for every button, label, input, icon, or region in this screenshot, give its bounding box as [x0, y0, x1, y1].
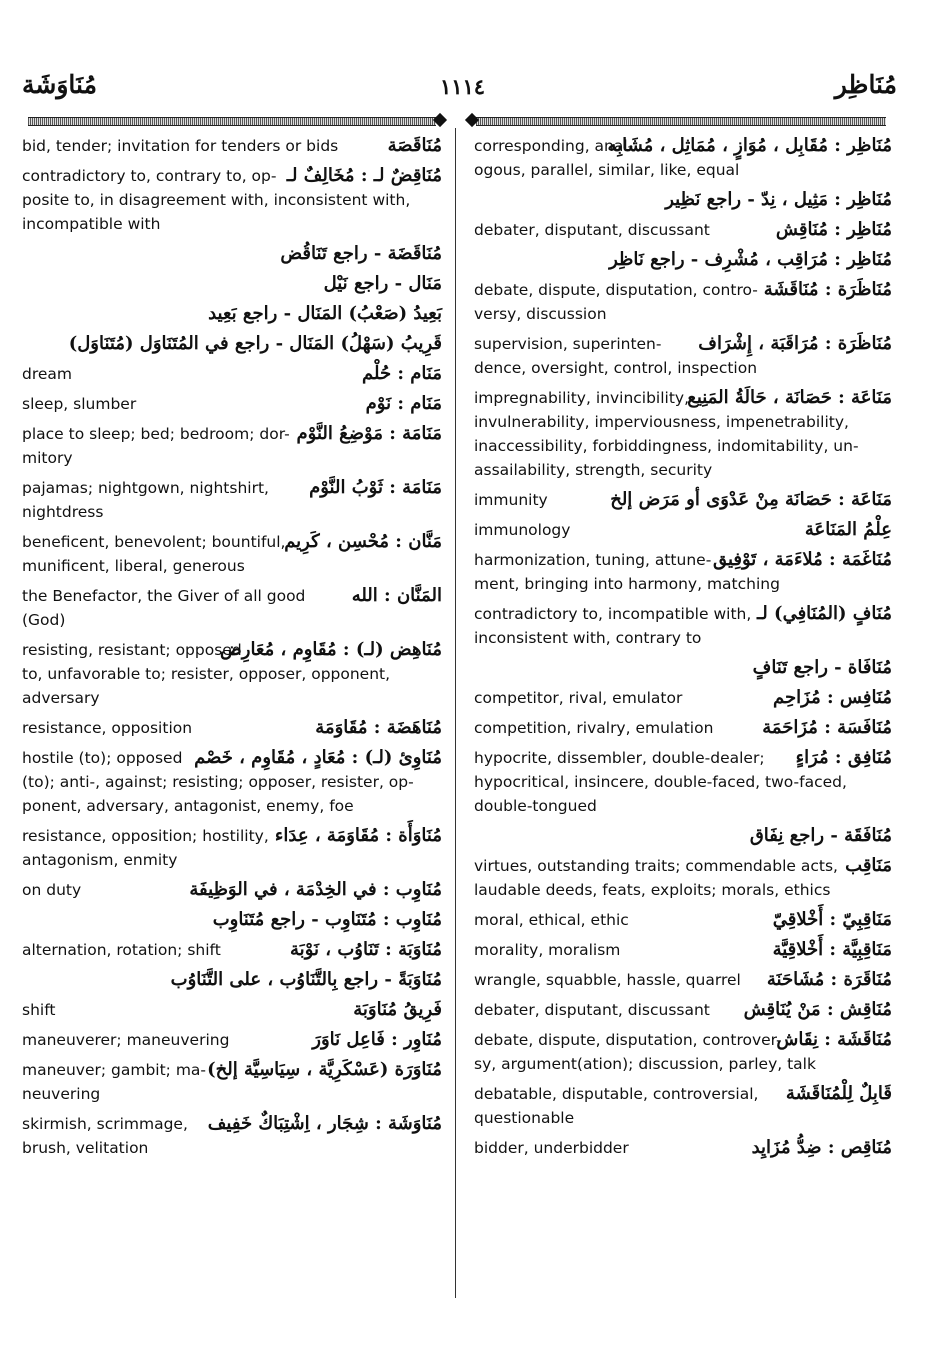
dictionary-entry — [474, 998, 892, 1022]
dictionary-entry — [474, 134, 892, 182]
dictionary-entry — [22, 392, 442, 416]
entry-line — [474, 518, 892, 542]
header-rule-left — [22, 115, 442, 126]
guide-word-left: مُنَاوَشَة — [22, 70, 97, 99]
entry-line — [474, 716, 892, 740]
entry-line — [474, 1106, 892, 1130]
dictionary-entry — [22, 584, 442, 632]
entry-line — [22, 794, 442, 818]
english-definition: hypocritical, insincere, double-faced, two-faced, — [474, 773, 847, 791]
english-definition: pajamas; nightgown, nightshirt, — [22, 479, 269, 497]
dictionary-entry — [22, 476, 442, 524]
english-definition: bidder, underbidder — [474, 1139, 629, 1157]
english-definition: resistance, opposition; hostility, — [22, 827, 269, 845]
english-definition: neuvering — [22, 1085, 101, 1103]
dictionary-entry — [22, 272, 442, 296]
dictionary-entry — [474, 602, 892, 650]
entry-line — [22, 1136, 442, 1160]
entry-line — [22, 188, 442, 212]
english-definition: debate, dispute, disputation, controver- — [474, 1031, 782, 1049]
dictionary-entry — [22, 422, 442, 470]
entry-line — [474, 188, 892, 212]
english-definition: inconsistent with, contrary to — [474, 629, 702, 647]
entry-line — [474, 548, 892, 572]
arabic-headword: مَنَام : نَوْم — [365, 393, 442, 414]
arabic-headword: مُنَاوَبَة : تَنَاوُب ، نَوْبَة — [290, 939, 442, 960]
dictionary-entry — [22, 998, 442, 1022]
arabic-headword: مُنَافَقَة - راجع نِفَاق — [749, 825, 892, 846]
english-definition: competitor, rival, emulator — [474, 689, 683, 707]
english-definition: virtues, outstanding traits; commendable acts, — [474, 857, 838, 875]
entry-line — [22, 1058, 442, 1082]
arabic-headword: مَنَال - راجع نَيْل — [323, 273, 442, 294]
entry-line — [474, 158, 892, 182]
dictionary-entry — [22, 1028, 442, 1052]
arabic-headword: مَنَام : حُلْم — [362, 363, 442, 384]
arabic-headword: مَنَاقِبِيَّة : أَخْلاقِيَّة — [772, 939, 892, 960]
arabic-headword: مُنَاقِضٌ لـ : مُخَالِفٌ لـ — [286, 165, 442, 186]
arabic-headword: مُنَاهِض (لـ) : مُقَاوِم ، مُعَارِض — [219, 639, 442, 660]
entry-line — [474, 572, 892, 596]
dictionary-entry — [474, 746, 892, 818]
entry-line — [22, 824, 442, 848]
dictionary-entry — [22, 746, 442, 818]
english-definition: to, unfavorable to; resister, opposer, opponent, — [22, 665, 391, 683]
english-definition: (to); anti-, against; resisting; opposer, resister, op- — [22, 773, 414, 791]
entry-line — [22, 164, 442, 188]
arabic-headword: مَنَاعَة : حَصَانَة مِنْ عَدْوَى أو مَرَض إلخ — [610, 489, 892, 510]
english-definition: mitory — [22, 449, 73, 467]
entry-line — [22, 584, 442, 608]
english-definition: munificent, liberal, generous — [22, 557, 245, 575]
english-definition: debate, dispute, disputation, contro- — [474, 281, 758, 299]
entry-line — [22, 686, 442, 710]
entry-line — [474, 218, 892, 242]
english-definition: debater, disputant, discussant — [474, 1001, 710, 1019]
dictionary-entry — [474, 248, 892, 272]
english-definition: competition, rivalry, emulation — [474, 719, 714, 737]
dictionary-entry — [22, 1112, 442, 1160]
entry-line — [22, 212, 442, 236]
english-definition: antagonism, enmity — [22, 851, 178, 869]
english-definition: resistance, opposition — [22, 719, 193, 737]
entry-line — [22, 1112, 442, 1136]
entry-line — [22, 746, 442, 770]
dictionary-entry — [474, 938, 892, 962]
entry-line — [22, 134, 442, 158]
english-definition: incompatible with — [22, 215, 161, 233]
english-definition: questionable — [474, 1109, 575, 1127]
arabic-headword: مَنَاقِبِيّ : أَخْلاقِيّ — [772, 909, 892, 930]
english-definition: laudable deeds, feats, exploits; morals, ethics — [474, 881, 831, 899]
dictionary-entry — [474, 488, 892, 512]
entry-line — [474, 134, 892, 158]
english-definition: double-tongued — [474, 797, 597, 815]
dictionary-entry — [474, 518, 892, 542]
arabic-headword: مُنَافٍ (المُنَافِي) لـ — [757, 603, 892, 624]
entry-line — [22, 938, 442, 962]
entry-line — [474, 1082, 892, 1106]
entry-line — [22, 608, 442, 632]
entry-line — [22, 272, 442, 296]
dictionary-entry — [474, 188, 892, 212]
entry-line — [22, 242, 442, 266]
arabic-headword: مُنَاقَضَة - راجع تَنَاقُض — [280, 243, 442, 264]
dictionary-entry — [474, 1028, 892, 1076]
english-definition: alternation, rotation; shift — [22, 941, 221, 959]
english-definition: hostile (to); opposed — [22, 749, 183, 767]
dictionary-entry — [22, 134, 442, 158]
entry-line — [474, 356, 892, 380]
arabic-headword: مَنَّان : مُحْسِن ، كَرِيم — [284, 531, 442, 552]
english-definition: maneuverer; maneuvering — [22, 1031, 230, 1049]
english-definition: brush, velitation — [22, 1139, 149, 1157]
english-definition: invulnerability, imperviousness, impenetrability, — [474, 413, 849, 431]
entry-line — [474, 386, 892, 410]
dictionary-entry — [22, 530, 442, 578]
entry-line — [474, 656, 892, 680]
entry-line — [474, 1136, 892, 1160]
entry-line — [22, 638, 442, 662]
entry-line — [22, 1082, 442, 1106]
dictionary-entry — [22, 824, 442, 872]
dictionary-entry — [474, 332, 892, 380]
entry-line — [22, 392, 442, 416]
arabic-headword: مُنَافَسَة : مُزَاحَمَة — [762, 717, 892, 738]
entry-line — [22, 422, 442, 446]
dictionary-entry — [474, 686, 892, 710]
dictionary-entry — [474, 656, 892, 680]
dictionary-entry — [22, 878, 442, 902]
dictionary-entry — [22, 716, 442, 740]
dictionary-entry — [474, 1136, 892, 1160]
arabic-headword: مُنَاظَرَة : مُرَاقَبَة ، إِشْرَاف — [698, 333, 892, 354]
english-definition: posite to, in disagreement with, inconsistent with, — [22, 191, 411, 209]
english-definition: nightdress — [22, 503, 104, 521]
entry-line — [22, 500, 442, 524]
english-definition: beneficent, benevolent; bountiful, — [22, 533, 286, 551]
entry-line — [474, 488, 892, 512]
english-definition: dence, oversight, control, inspection — [474, 359, 758, 377]
arabic-headword: مُنَافَاة - راجع تَنَافٍ — [752, 657, 892, 678]
arabic-headword: مُنَاوِئ (لـ) : مُعَادٍ ، مُقَاوِم ، خَصْم — [194, 747, 442, 768]
arabic-headword: مُنَاظِر : مُقَابِل ، مُوَازٍ ، مُمَاثِل ، مُشَابِه — [607, 135, 892, 156]
dictionary-entry — [22, 164, 442, 236]
entry-line — [474, 332, 892, 356]
english-definition: shift — [22, 1001, 56, 1019]
english-definition: contradictory to, incompatible with, — [474, 605, 752, 623]
entry-line — [22, 332, 442, 356]
entry-line — [22, 968, 442, 992]
right-column — [474, 134, 892, 1166]
entry-line — [474, 1052, 892, 1076]
english-definition: maneuver; gambit; ma- — [22, 1061, 207, 1079]
english-definition: ogous, parallel, similar, like, equal — [474, 161, 740, 179]
entry-line — [22, 446, 442, 470]
left-column — [22, 134, 442, 1166]
dictionary-entry — [474, 548, 892, 596]
arabic-headword: مُنَاوِب : مُتَنَاوِب - راجع مُتَنَاوِب — [212, 909, 442, 930]
dictionary-entry — [22, 968, 442, 992]
guide-word-right: مُنَاظِر — [834, 70, 897, 99]
arabic-headword: مُنَاوِب : في الخِدْمَة ، في الوَظِيفَة — [189, 879, 442, 900]
dictionary-entry — [474, 716, 892, 740]
dictionary-entry — [22, 1058, 442, 1106]
dictionary-entry — [22, 638, 442, 710]
english-definition: debatable, disputable, controversial, — [474, 1085, 759, 1103]
arabic-headword: مُنَاظِر : مُرَاقِب ، مُشْرِف - راجع نَاظِر — [609, 249, 892, 270]
entry-line — [22, 878, 442, 902]
page-number: ١١١٤ — [439, 74, 486, 99]
entry-line — [22, 476, 442, 500]
english-definition: the Benefactor, the Giver of all good — [22, 587, 306, 605]
arabic-headword: مُنَاوِر : فَاعِل نَاوَرَ — [312, 1029, 442, 1050]
english-definition: dream — [22, 365, 73, 383]
arabic-headword: مُنَاوَأَة : مُقَاوَمَة ، عِدَاء — [274, 825, 442, 846]
arabic-headword: مُنَاقِص : ضِدُّ مُزَايِد — [751, 1137, 892, 1158]
entry-line — [474, 278, 892, 302]
english-definition: immunity — [474, 491, 548, 509]
dictionary-entry — [474, 854, 892, 902]
entry-line — [474, 248, 892, 272]
english-definition: supervision, superinten- — [474, 335, 662, 353]
english-definition: (God) — [22, 611, 66, 629]
dictionary-entry — [22, 302, 442, 326]
english-definition: corresponding, anal- — [474, 137, 634, 155]
entry-line — [474, 878, 892, 902]
entry-line — [474, 770, 892, 794]
arabic-headword: مُنَافِق : مُرَاءٍ — [795, 747, 892, 768]
arabic-headword: بَعِيدُ (صَعْبُ) المَنَال - راجع بَعِيد — [208, 303, 442, 324]
english-definition: wrangle, squabble, hassle, quarrel — [474, 971, 741, 989]
english-definition: on duty — [22, 881, 82, 899]
english-definition: harmonization, tuning, attune- — [474, 551, 712, 569]
entry-line — [22, 1028, 442, 1052]
entry-line — [474, 998, 892, 1022]
arabic-headword: مَنَاقِب — [845, 855, 892, 876]
dictionary-entry — [474, 968, 892, 992]
english-definition: place to sleep; bed; bedroom; dor- — [22, 425, 290, 443]
dictionary-entry — [22, 332, 442, 356]
english-definition: contradictory to, contrary to, op- — [22, 167, 277, 185]
entry-line — [474, 302, 892, 326]
dictionary-entry — [22, 908, 442, 932]
english-definition: impregnability, invincibility, — [474, 389, 690, 407]
english-definition: ponent, adversary, antagonist, enemy, foe — [22, 797, 354, 815]
entry-line — [22, 908, 442, 932]
english-definition: skirmish, scrimmage, — [22, 1115, 188, 1133]
entry-line — [474, 458, 892, 482]
dictionary-entry — [474, 218, 892, 242]
english-definition: resisting, resistant; opposed — [22, 641, 242, 659]
dictionary-entry — [474, 386, 892, 482]
dictionary-entry — [474, 824, 892, 848]
arabic-headword: مُنَاهَضَة : مُقَاوَمَة — [315, 717, 442, 738]
entry-line — [474, 434, 892, 458]
entry-line — [474, 854, 892, 878]
entry-line — [474, 602, 892, 626]
arabic-headword: قَابِلٌ لِلْمُنَاقَشَة — [785, 1083, 892, 1104]
english-definition: moral, ethical, ethic — [474, 911, 629, 929]
english-definition: ment, bringing into harmony, matching — [474, 575, 780, 593]
entry-line — [474, 1028, 892, 1052]
arabic-headword: قَرِيبُ (سَهْلُ) المَنَال - راجع في المُتَنَاوَل (مُتَنَاوَل) — [68, 333, 442, 354]
dictionary-entry — [22, 938, 442, 962]
entry-line — [474, 410, 892, 434]
dictionary-entry — [474, 908, 892, 932]
english-definition: sy, argument(ation); discussion, parley, talk — [474, 1055, 816, 1073]
entry-line — [474, 686, 892, 710]
english-definition: morality, moralism — [474, 941, 621, 959]
arabic-headword: عِلْمُ المَنَاعَة — [804, 519, 892, 540]
entry-line — [474, 938, 892, 962]
arabic-headword: مُنَاقِش : مَنْ يُنَاقِش — [743, 999, 892, 1020]
dictionary-entry — [474, 1082, 892, 1130]
arabic-headword: مُنَاظَرَة : مُنَاقَشَة — [763, 279, 892, 300]
arabic-headword: مَنَامَة : مَوْضِعُ النَّوْم — [296, 423, 442, 444]
entry-line — [22, 662, 442, 686]
entry-line — [22, 302, 442, 326]
entry-line — [474, 824, 892, 848]
dictionary-entry — [474, 278, 892, 326]
english-definition: adversary — [22, 689, 100, 707]
arabic-headword: مُنَاوَبَةً - راجع بِالتَّنَاوُب ، على التَّنَاوُب — [170, 969, 442, 990]
dictionary-entry — [22, 242, 442, 266]
arabic-headword: مُنَاظِر : مُنَاقِش — [775, 219, 892, 240]
column-divider — [455, 128, 456, 1298]
entry-line — [22, 770, 442, 794]
arabic-headword: مُنَافِس : مُزَاحِم — [773, 687, 892, 708]
english-definition: versy, discussion — [474, 305, 607, 323]
english-definition: debater, disputant, discussant — [474, 221, 710, 239]
arabic-headword: مُنَاغَمَة : مُلاءَمَة ، تَوْفِيق — [712, 549, 892, 570]
english-definition: immunology — [474, 521, 571, 539]
entry-line — [22, 848, 442, 872]
entry-line — [474, 746, 892, 770]
arabic-headword: مُنَاقَشَة : نِقَاش — [776, 1029, 892, 1050]
arabic-headword: مُنَاوَرَة (عَسْكَرِيَّة ، سِيَاسِيَّة إلخ) — [207, 1059, 442, 1080]
entry-line — [474, 968, 892, 992]
entry-line — [22, 716, 442, 740]
arabic-headword: مُنَاوَشَة : شِجَار ، اِشْتِبَاكٌ خَفِيف — [207, 1113, 442, 1134]
english-definition: inaccessibility, forbiddingness, indomitability, un- — [474, 437, 859, 455]
entry-line — [474, 626, 892, 650]
english-definition: sleep, slumber — [22, 395, 137, 413]
entry-line — [474, 794, 892, 818]
arabic-headword: مَنَامَة : ثَوْبُ النَّوْم — [309, 477, 442, 498]
arabic-headword: المَنَّان : الله — [351, 585, 442, 606]
entry-line — [474, 908, 892, 932]
arabic-headword: فَرِيقُ مُنَاوَبَة — [353, 999, 442, 1020]
arabic-headword: مَنَاعَة : حَصَانَة ، حَالَةُ المَنِيع — [687, 387, 892, 408]
english-definition: assailability, strength, security — [474, 461, 713, 479]
arabic-headword: مُنَاظِر : مَثِيل ، نِدّ - راجع نَظِير — [665, 189, 892, 210]
arabic-headword: مُنَاقَرَة : مُشَاحَنَة — [766, 969, 892, 990]
entry-line — [22, 554, 442, 578]
english-definition: bid, tender; invitation for tenders or bids — [22, 137, 339, 155]
entry-line — [22, 362, 442, 386]
arabic-headword: مُنَاقَصَة — [387, 135, 442, 156]
entry-line — [22, 530, 442, 554]
header-rule-right — [470, 115, 892, 126]
dictionary-entry — [22, 362, 442, 386]
english-definition: hypocrite, dissembler, double-dealer; — [474, 749, 765, 767]
entry-line — [22, 998, 442, 1022]
